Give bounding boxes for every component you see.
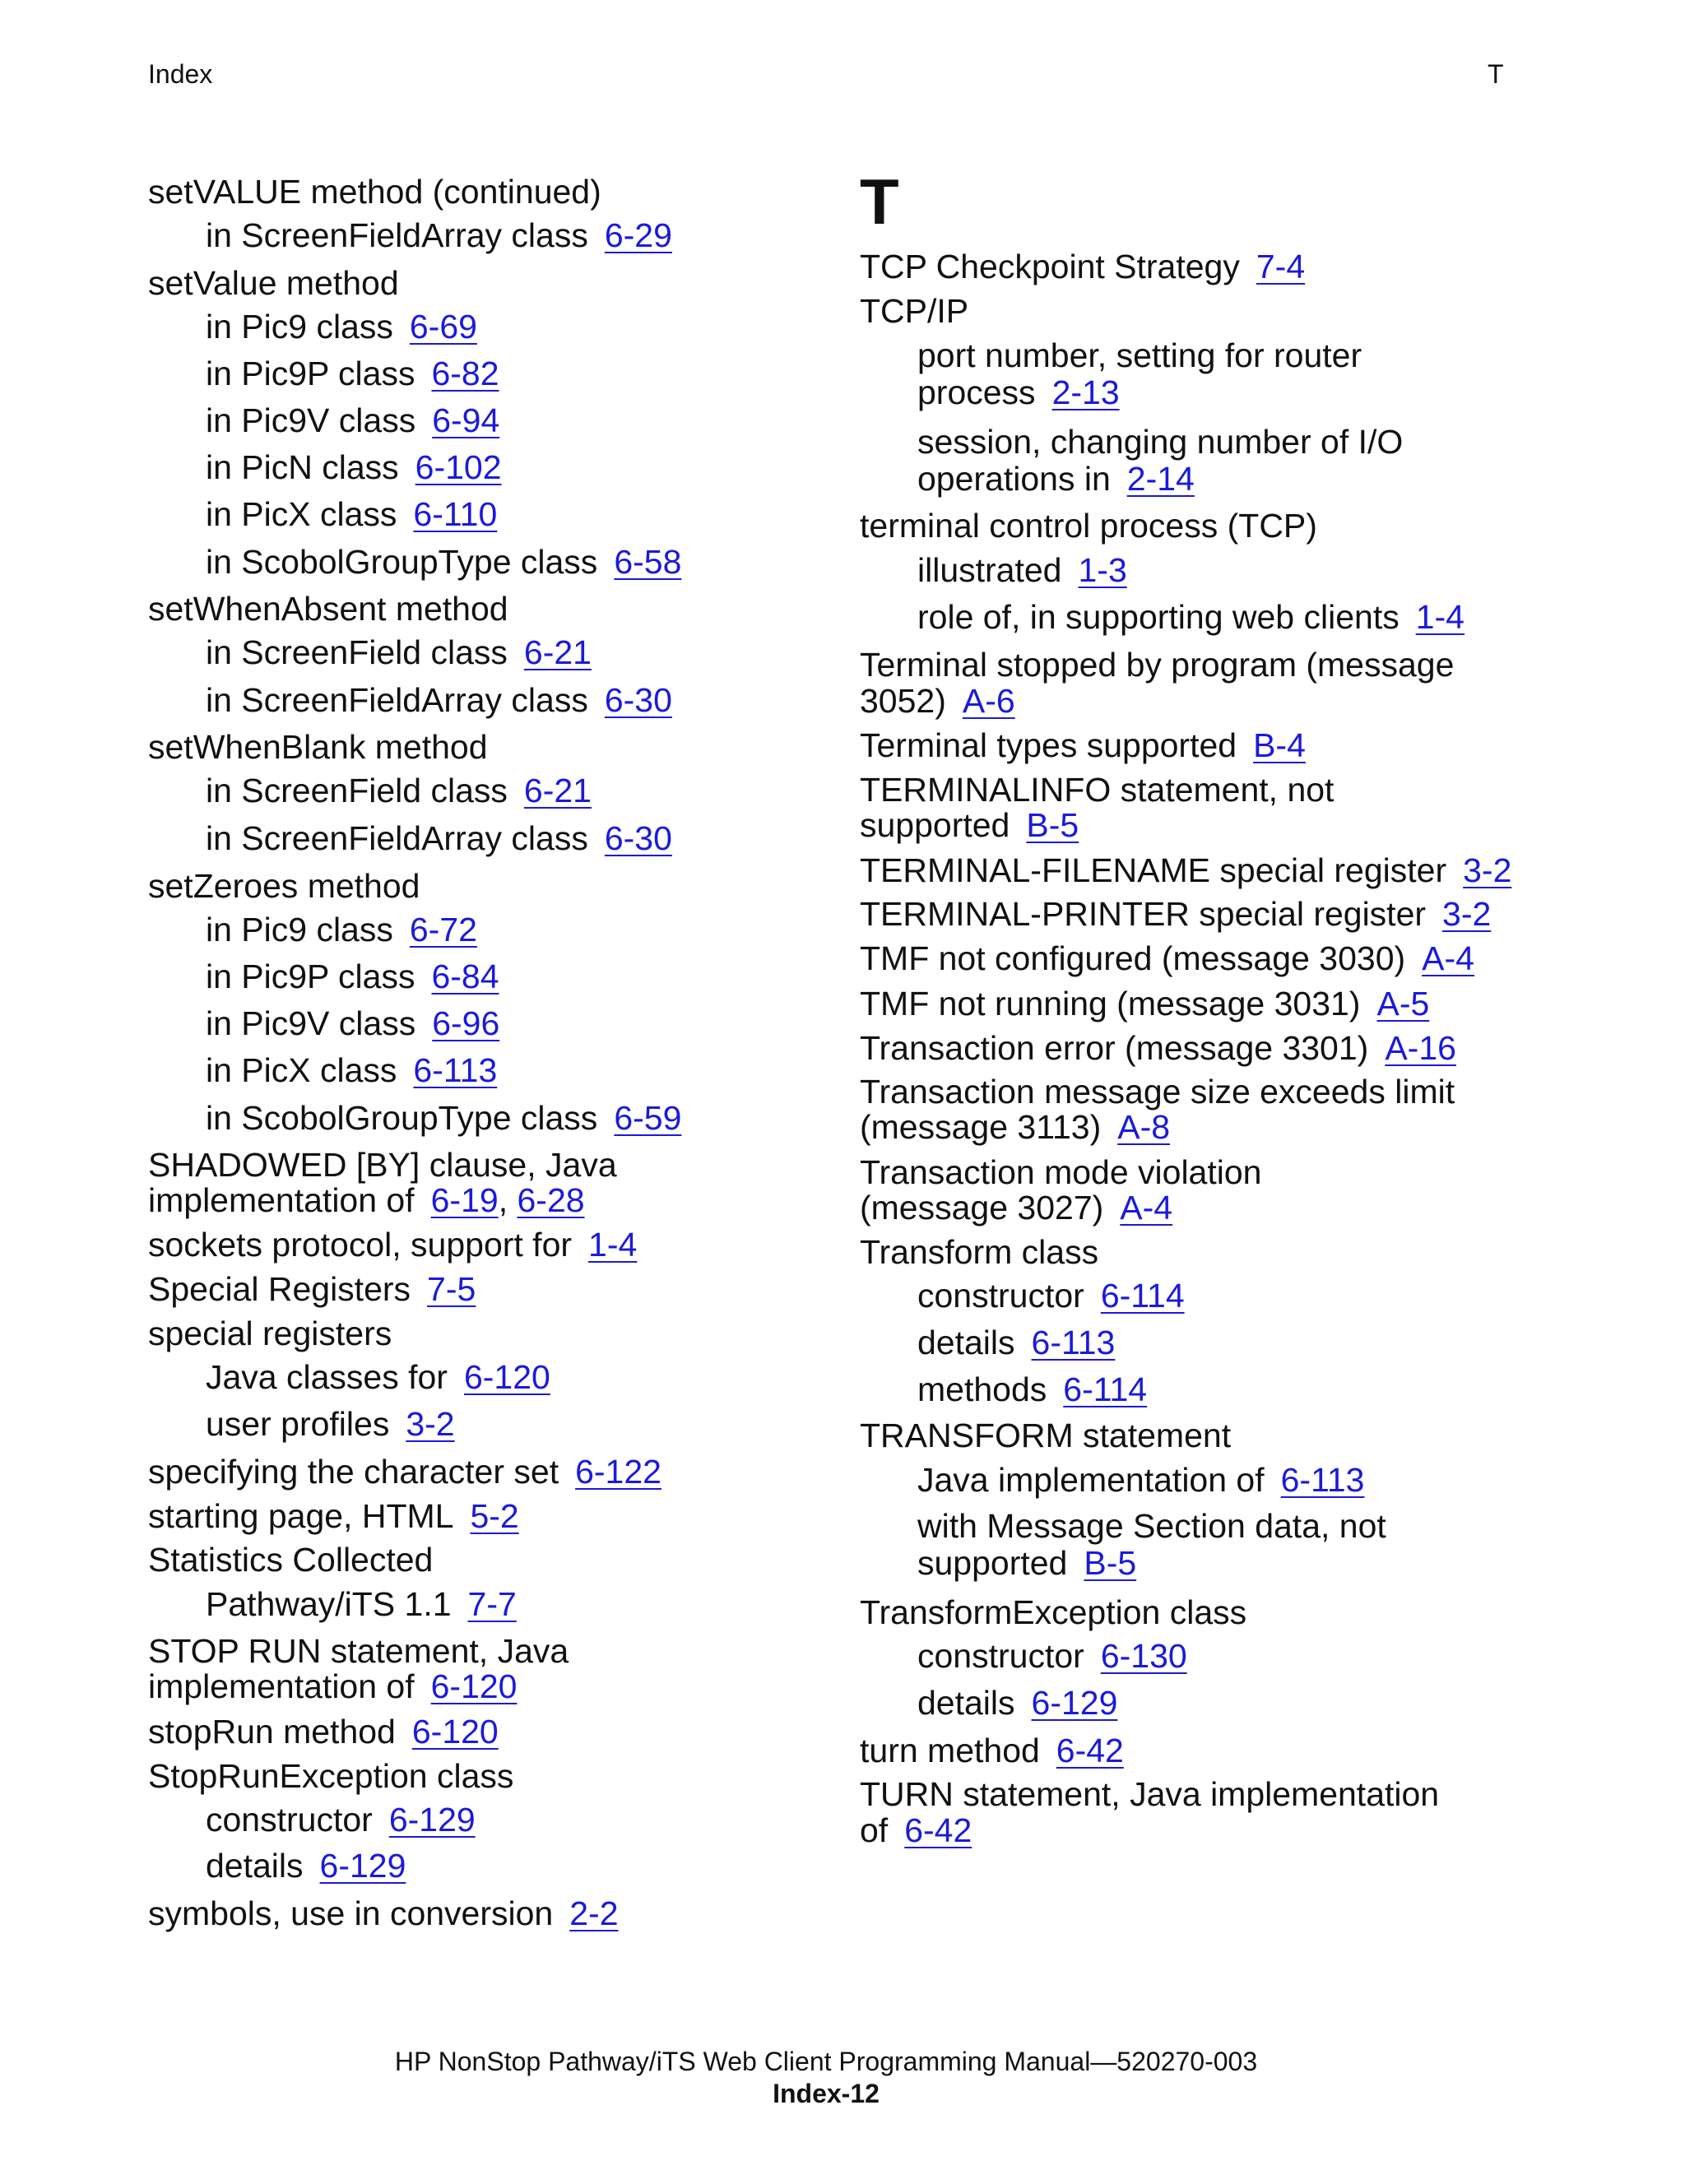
index-entry-continuation: supported B-5 — [860, 806, 1079, 844]
index-entry-continuation: implementation of 6-19, 6-28 — [148, 1181, 585, 1219]
running-header-letter: T — [1488, 59, 1504, 89]
page-reference-link[interactable]: 3-2 — [1442, 895, 1492, 933]
index-subentry: in Pic9 class 6-69 — [206, 308, 477, 345]
index-subentry-continuation: process 2-13 — [917, 373, 1120, 411]
page-reference-link[interactable]: 6-72 — [409, 911, 477, 948]
page-reference-link[interactable]: 6-69 — [409, 308, 477, 345]
index-entry: TRANSFORM statement — [860, 1417, 1232, 1454]
index-subentry: in Pic9V class 6-94 — [206, 401, 500, 439]
page-reference-link[interactable]: A-4 — [1120, 1189, 1173, 1226]
index-subentry: user profiles 3-2 — [206, 1405, 455, 1443]
index-subentry: in ScreenFieldArray class 6-30 — [206, 819, 672, 857]
page-reference-link[interactable]: 5-2 — [470, 1497, 519, 1535]
index-entry: TCP Checkpoint Strategy 7-4 — [860, 248, 1306, 285]
page-reference-link[interactable]: 1-4 — [588, 1226, 638, 1264]
page-reference-link[interactable]: 3-2 — [406, 1405, 455, 1443]
page-reference-link[interactable]: 6-130 — [1100, 1637, 1187, 1675]
index-subentry: in Pic9V class 6-96 — [206, 1004, 500, 1042]
page-reference-link[interactable]: A-16 — [1385, 1029, 1456, 1067]
page-reference-link[interactable]: 6-120 — [411, 1713, 499, 1750]
index-entry: Terminal types supported B-4 — [860, 726, 1306, 764]
index-entry: setZeroes method — [148, 867, 420, 905]
index-subentry: illustrated 1-3 — [917, 551, 1127, 589]
index-entry: Special Registers 7-5 — [148, 1270, 476, 1308]
page-reference-link[interactable]: 6-110 — [413, 495, 498, 533]
index-entry: setValue method — [148, 264, 399, 302]
index-subentry: Pathway/iTS 1.1 7-7 — [206, 1585, 517, 1623]
index-entry: Terminal stopped by program (message — [860, 646, 1455, 684]
index-entry: TURN statement, Java implementation — [860, 1775, 1440, 1813]
index-subentry: in PicX class 6-113 — [206, 1051, 498, 1089]
page-reference-link[interactable]: A-5 — [1376, 985, 1430, 1022]
index-entry-continuation: of 6-42 — [860, 1811, 972, 1849]
page-reference-link[interactable]: 6-58 — [614, 543, 682, 581]
page-reference-link[interactable]: 6-120 — [463, 1358, 550, 1396]
page-reference-link[interactable]: 2-2 — [569, 1894, 619, 1932]
index-entry: TERMINAL-PRINTER special register 3-2 — [860, 895, 1492, 933]
index-subentry: details 6-129 — [917, 1684, 1118, 1722]
page-reference-link[interactable]: 6-113 — [1031, 1324, 1116, 1361]
index-subentry: in ScobolGroupType class 6-59 — [206, 1099, 682, 1137]
index-subentry: in Pic9 class 6-72 — [206, 911, 477, 948]
index-entry: Transaction error (message 3301) A-16 — [860, 1029, 1456, 1067]
index-entry: Transaction message size exceeds limit — [860, 1073, 1455, 1111]
page-reference-link[interactable]: 6-30 — [604, 819, 672, 857]
index-entry: sockets protocol, support for 1-4 — [148, 1226, 638, 1264]
page-reference-link[interactable]: 6-84 — [431, 958, 499, 995]
page-reference-link[interactable]: 2-14 — [1126, 460, 1195, 498]
index-subentry: details 6-113 — [917, 1324, 1116, 1361]
index-entry: setVALUE method (continued) — [148, 173, 601, 211]
index-subentry: in ScreenFieldArray class 6-29 — [206, 216, 672, 254]
page-reference-link[interactable]: B-5 — [1084, 1544, 1137, 1582]
index-entry: symbols, use in conversion 2-2 — [148, 1894, 619, 1932]
index-entry: TERMINAL-FILENAME special register 3-2 — [860, 851, 1512, 889]
index-entry-continuation: (message 3027) A-4 — [860, 1189, 1173, 1226]
index-subentry: in PicN class 6-102 — [206, 448, 502, 486]
index-entry: SHADOWED [BY] clause, Java — [148, 1146, 617, 1184]
page-reference-link[interactable]: A-6 — [962, 682, 1015, 720]
index-entry-continuation: (message 3113) A-8 — [860, 1108, 1171, 1146]
index-entry: starting page, HTML 5-2 — [148, 1497, 519, 1535]
index-entry: Transform class — [860, 1233, 1099, 1271]
index-subentry: role of, in supporting web clients 1-4 — [917, 598, 1465, 636]
page-reference-link[interactable]: 1-4 — [1415, 598, 1465, 636]
page-reference-link[interactable]: 6-29 — [604, 216, 672, 254]
index-subentry: details 6-129 — [206, 1847, 406, 1885]
index-entry: STOP RUN statement, Java — [148, 1632, 569, 1670]
page-reference-link[interactable]: 6-94 — [432, 401, 500, 439]
running-header-section: Index — [148, 59, 213, 89]
page-reference-link[interactable]: 7-4 — [1256, 248, 1306, 285]
page-reference-link[interactable]: A-8 — [1117, 1108, 1171, 1146]
page-reference-link[interactable]: B-5 — [1026, 806, 1079, 844]
page-reference-link[interactable]: B-4 — [1253, 726, 1306, 764]
index-entry: TMF not running (message 3031) A-5 — [860, 985, 1430, 1022]
index-subentry-continuation: operations in 2-14 — [917, 460, 1195, 498]
index-entry-continuation: implementation of 6-120 — [148, 1667, 518, 1705]
index-subentry: methods 6-114 — [917, 1370, 1148, 1408]
index-entry: setWhenAbsent method — [148, 590, 508, 628]
page-reference-link[interactable]: 6-120 — [430, 1667, 518, 1705]
index-entry: Transaction mode violation — [860, 1153, 1262, 1191]
index-subentry: in Pic9P class 6-84 — [206, 958, 499, 995]
page-reference-link[interactable]: 6-113 — [413, 1051, 498, 1089]
index-subentry: Java classes for 6-120 — [206, 1358, 550, 1396]
page-reference-link[interactable]: 6-96 — [432, 1004, 500, 1042]
index-subentry: constructor 6-114 — [917, 1277, 1185, 1315]
index-entry: turn method 6-42 — [860, 1732, 1124, 1769]
page-reference-link[interactable]: 6-129 — [1031, 1684, 1118, 1722]
page-reference-link[interactable]: 6-42 — [904, 1811, 972, 1849]
index-subentry: in ScreenField class 6-21 — [206, 633, 592, 671]
index-subentry: in ScreenFieldArray class 6-30 — [206, 681, 672, 719]
index-subentry: session, changing number of I/O — [917, 423, 1404, 461]
page-reference-link[interactable]: 6-102 — [415, 448, 502, 486]
page-reference-link[interactable]: A-4 — [1422, 939, 1474, 977]
index-entry: setWhenBlank method — [148, 728, 488, 766]
footer-page-number: Index-12 — [773, 2079, 880, 2108]
index-subentry: constructor 6-130 — [917, 1637, 1187, 1675]
index-subentry-continuation: supported B-5 — [917, 1544, 1137, 1582]
index-subentry: constructor 6-129 — [206, 1801, 476, 1839]
index-entry: TransformException class — [860, 1593, 1247, 1631]
index-entry: specifying the character set 6-122 — [148, 1453, 661, 1491]
section-letter-heading: T — [860, 165, 899, 238]
page-reference-link[interactable]: 7-7 — [467, 1585, 517, 1623]
page-reference-link[interactable]: 6-21 — [523, 772, 592, 809]
page-reference-link[interactable]: 6-129 — [388, 1801, 476, 1839]
page-reference-link[interactable]: 6-114 — [1100, 1277, 1185, 1315]
index-subentry: Java implementation of 6-113 — [917, 1461, 1365, 1499]
index-subentry: port number, setting for router — [917, 336, 1362, 374]
page-reference-link[interactable]: 6-19 — [430, 1181, 499, 1219]
reference-separator: , — [498, 1181, 518, 1219]
index-entry: StopRunException class — [148, 1757, 514, 1795]
index-entry: special registers — [148, 1315, 392, 1352]
index-entry: stopRun method 6-120 — [148, 1713, 499, 1750]
page-reference-link[interactable]: 6-30 — [604, 681, 672, 719]
index-subentry: in ScobolGroupType class 6-58 — [206, 543, 682, 581]
index-subentry: with Message Section data, not — [917, 1507, 1386, 1545]
index-entry: TERMINALINFO statement, not — [860, 771, 1335, 809]
index-subentry: in PicX class 6-110 — [206, 495, 498, 533]
page-reference-link[interactable]: 1-3 — [1078, 551, 1127, 589]
page-reference-link[interactable]: 7-5 — [427, 1270, 476, 1308]
page-reference-link[interactable]: 6-21 — [523, 633, 592, 671]
index-entry: Statistics Collected — [148, 1541, 434, 1579]
page-reference-link[interactable]: 6-59 — [614, 1099, 682, 1137]
index-subentry: in ScreenField class 6-21 — [206, 772, 592, 809]
page-reference-link[interactable]: 6-129 — [319, 1847, 406, 1885]
page-reference-link[interactable]: 2-13 — [1051, 373, 1120, 411]
index-subentry: in Pic9P class 6-82 — [206, 355, 499, 392]
page-reference-link[interactable]: 6-114 — [1063, 1370, 1148, 1408]
page-reference-link[interactable]: 6-42 — [1056, 1732, 1124, 1769]
index-entry-continuation: 3052) A-6 — [860, 682, 1015, 720]
index-entry: terminal control process (TCP) — [860, 507, 1317, 545]
page-reference-link[interactable]: 6-113 — [1280, 1461, 1365, 1499]
footer-manual-title: HP NonStop Pathway/iTS Web Client Programming Manual—520270-003 — [394, 2047, 1258, 2076]
index-entry: TMF not configured (message 3030) A-4 — [860, 939, 1474, 977]
page-reference-link[interactable]: 6-122 — [575, 1453, 661, 1491]
page-reference-link[interactable]: 3-2 — [1463, 851, 1512, 889]
index-entry: TCP/IP — [860, 292, 969, 330]
page-reference-link[interactable]: 6-28 — [517, 1181, 585, 1219]
page-reference-link[interactable]: 6-82 — [431, 355, 499, 392]
